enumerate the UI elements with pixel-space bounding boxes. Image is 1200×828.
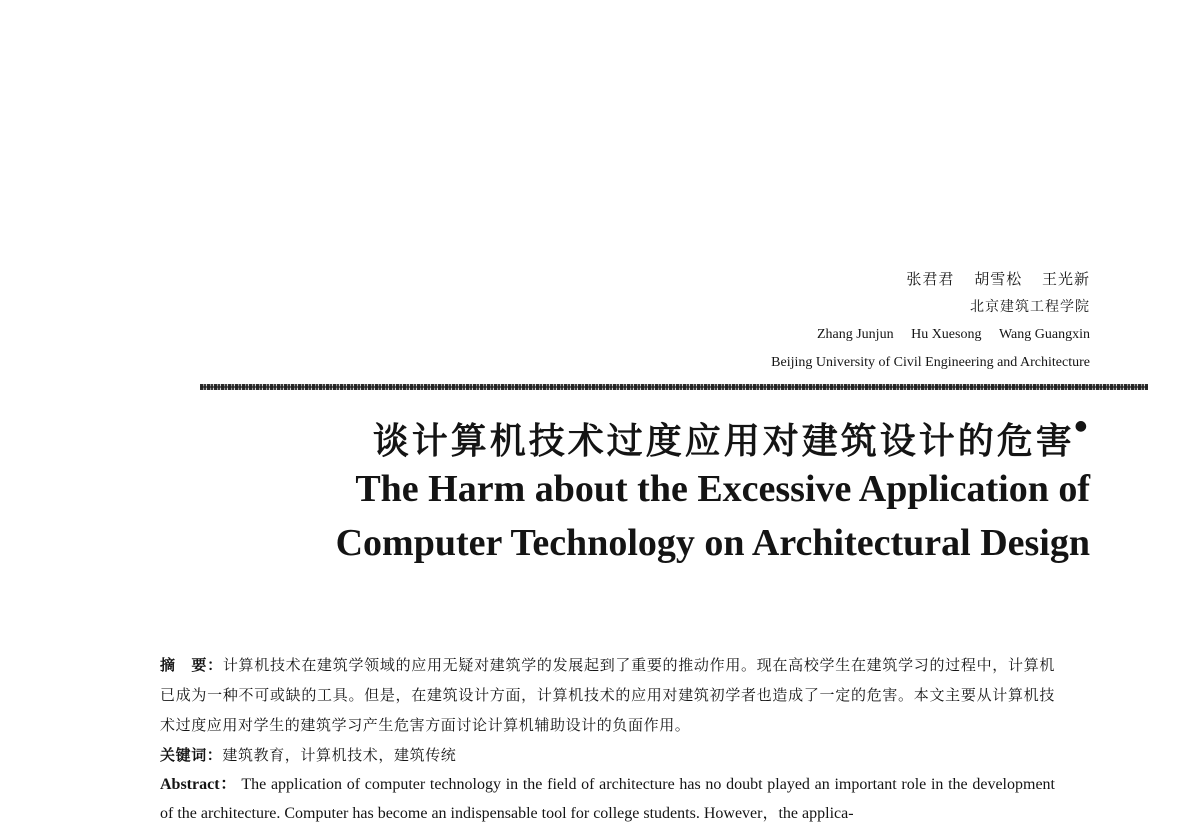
author-en-1: Zhang Junjun (816, 327, 894, 342)
author-cn-2: 胡雪松 (974, 270, 1023, 288)
keywords-text: 建筑教育，计算机技术，建筑传统 (222, 746, 457, 764)
abstract-cn-text: 计算机技术在建筑学领域的应用无疑对建筑学的发展起到了重要的推动作用。现在高校学生在建筑学习的过程中，计算机已成为一种不可或缺的工具。但是，在建筑设计方面，计算机技术的应用对建筑初学者也造成了一定的危害。本文主要从计算机技术过度应用对学生的建筑学习产生危害方面讨论计算机辅助设计的负面作用。 (160, 656, 1056, 734)
header-divider (200, 384, 1148, 390)
authors-cn (771, 265, 1090, 293)
abstract-en (160, 770, 1055, 828)
abstract-en-label: Abstract： (160, 776, 237, 793)
footnote-marker-icon: ● (1074, 418, 1090, 434)
author-en-2: Hu Xuesong (911, 327, 982, 342)
title-cn (373, 410, 1090, 468)
keywords-label: 关键词： (160, 746, 223, 764)
title-en-line-2: Computer Technology on Architectural Design (335, 522, 1090, 564)
abstract-en-text: The application of computer technology in the field of architecture has no doubt played an important role in the development of the architecture. Computer has become an indispensable tool for college students. However，the applica- (160, 776, 1055, 822)
author-block (771, 265, 1090, 377)
abstract-section (160, 650, 1055, 828)
title-en (336, 462, 1090, 570)
title-cn-text: 谈计算机技术过度应用对建筑设计的危害 (372, 421, 1075, 462)
abstract-cn (160, 650, 1055, 740)
keywords (160, 740, 1055, 770)
abstract-cn-label: 摘 要： (160, 656, 223, 674)
affiliation-en: Beijing University of Civil Engineering and Architecture (771, 355, 1090, 370)
affiliation-cn: 北京建筑工程学院 (970, 299, 1090, 315)
author-cn-3: 王光新 (1041, 270, 1090, 288)
author-cn-1: 张君君 (906, 270, 955, 288)
author-en-3: Wang Guangxin (998, 327, 1090, 342)
authors-en (771, 321, 1090, 349)
title-en-line-1: The Harm about the Excessive Application of (355, 468, 1090, 510)
